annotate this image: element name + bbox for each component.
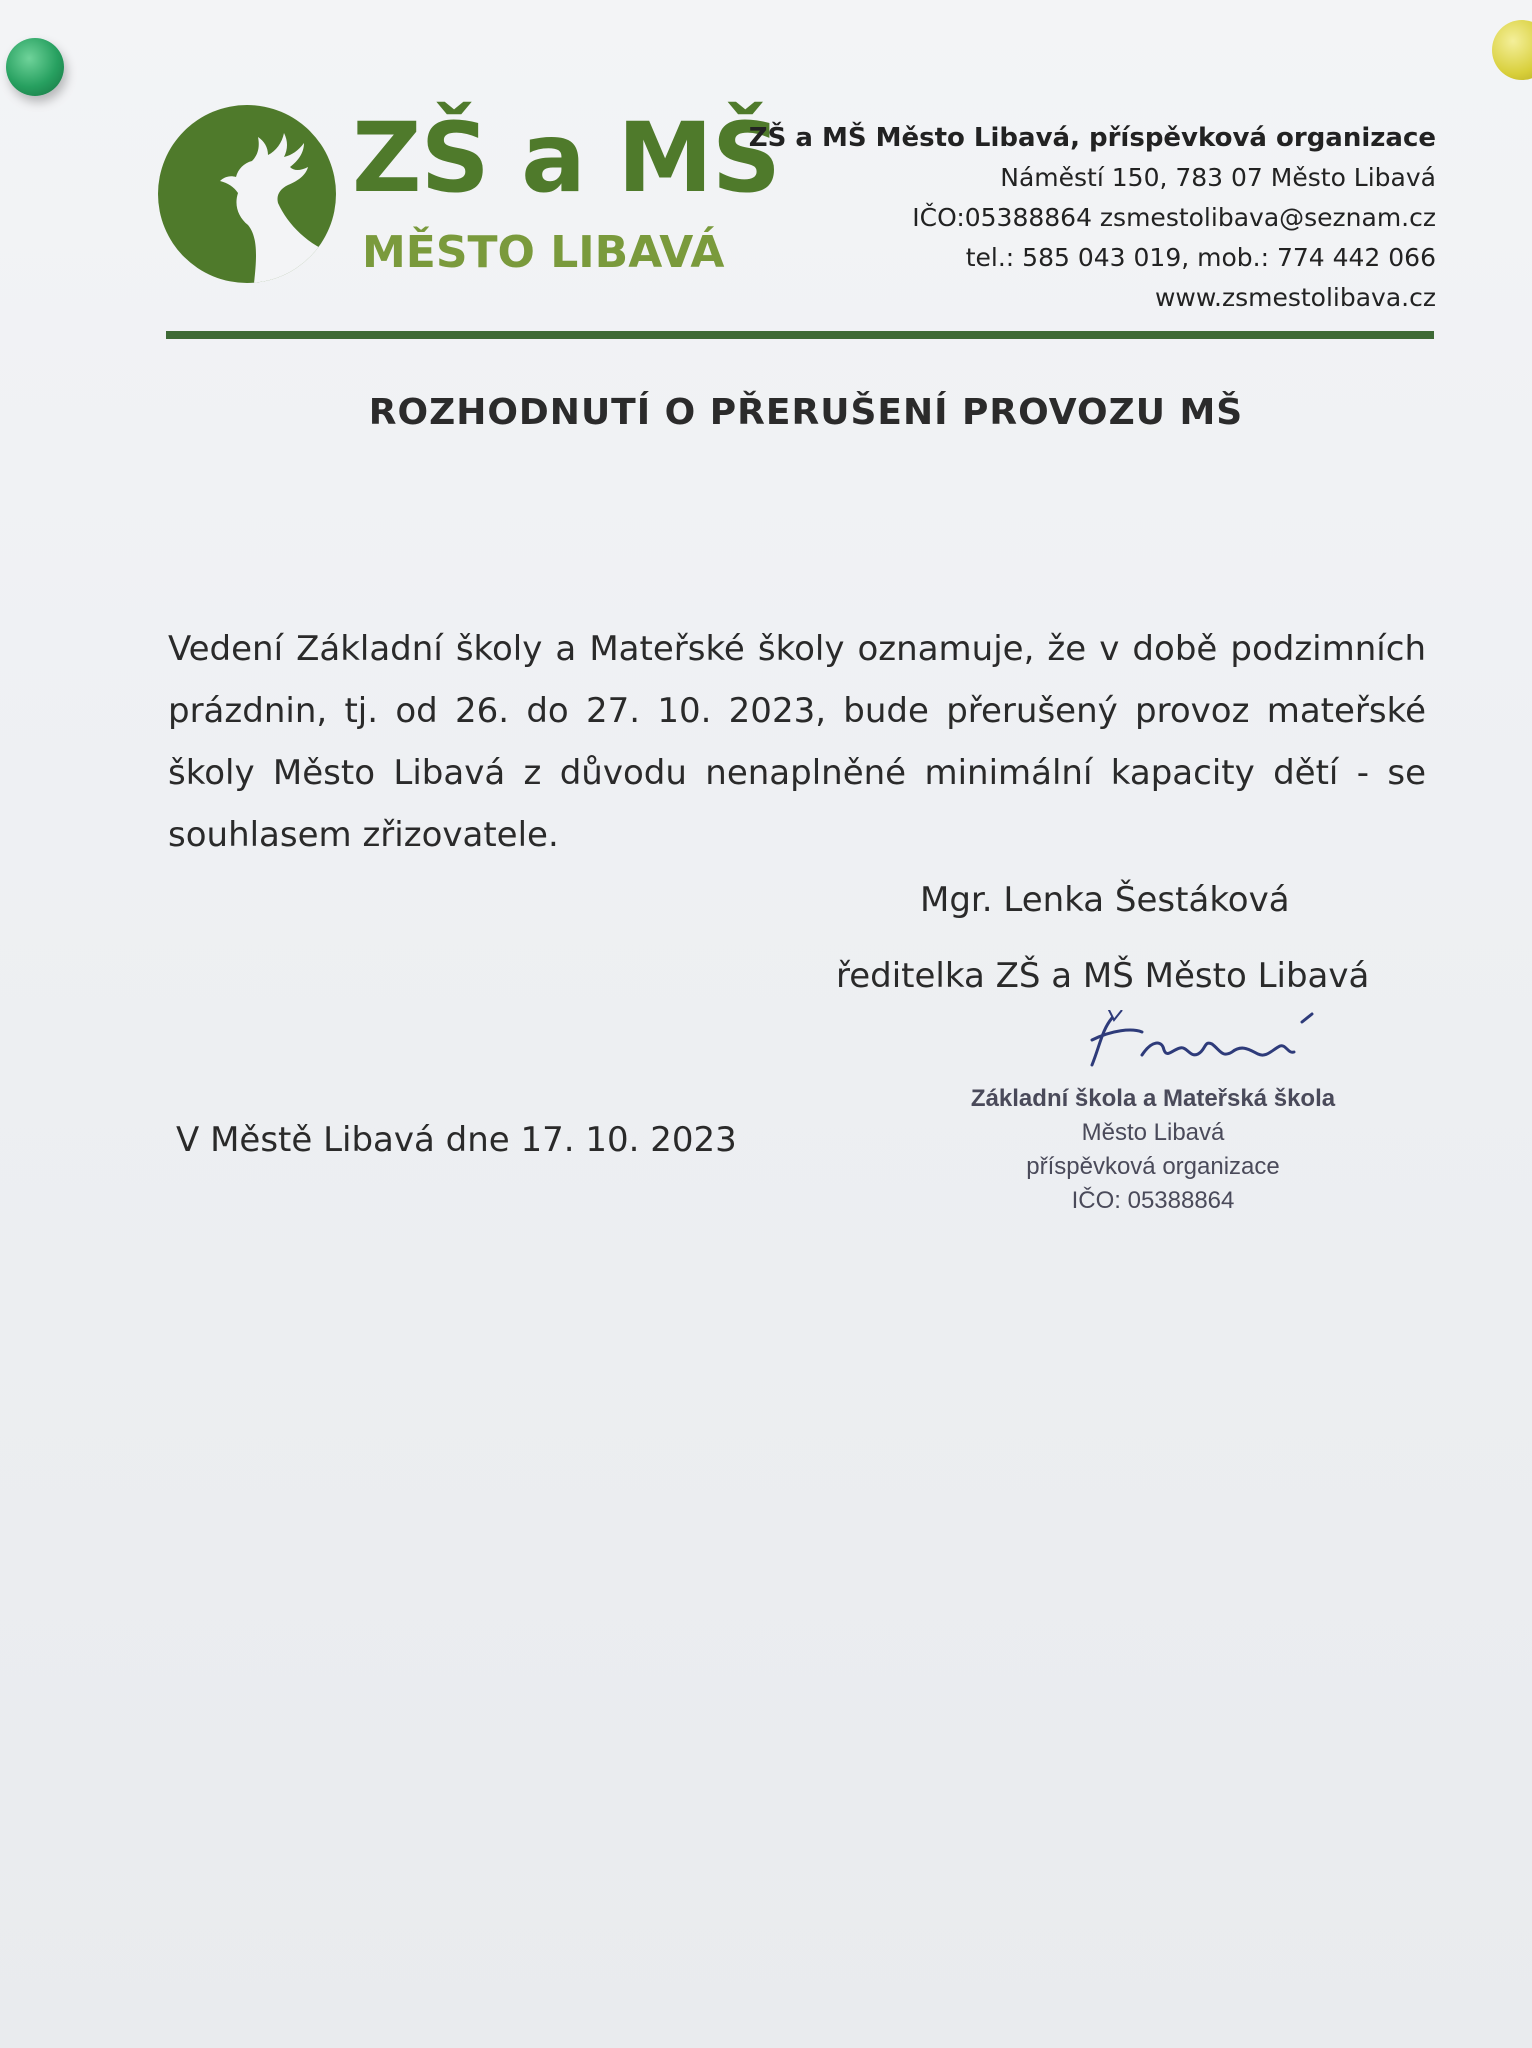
organization-id-email: IČO:05388864 zsmestolibava@seznam.cz (912, 203, 1436, 232)
logo-subtitle: MĚSTO LIBAVÁ (362, 227, 725, 278)
organization-address: Náměstí 150, 783 07 Město Libavá (1000, 163, 1436, 192)
organization-name: ZŠ a MŠ Město Libavá, příspěvková organizace (748, 123, 1436, 153)
document-body: Vedení Základní školy a Mateřské školy oznamuje, že v době podzimních prázdnin, tj. od 26. do 27. 10. 2023, bude přerušený provoz mateřské školy Město Libavá z důvodu nenaplněné minimální kapacity dětí - se souhlasem zřizovatele. (168, 629, 1426, 855)
logo-title: ZŠ a MŠ (352, 102, 781, 214)
document-title: ROZHODNUTÍ O PŘERUŠENÍ PROVOZU MŠ (368, 392, 1244, 433)
organization-phone: tel.: 585 043 019, mob.: 774 442 066 (965, 243, 1436, 272)
deer-head-icon (158, 105, 336, 283)
organization-web: www.zsmestolibava.cz (1154, 283, 1436, 312)
official-stamp (958, 1082, 1348, 1218)
green-pushpin (6, 38, 64, 96)
stamp-line-1: Základní škola a Mateřská škola (970, 1085, 1336, 1112)
signer-position: ředitelka ZŠ a MŠ Město Libavá (836, 956, 1370, 996)
signer-name: Mgr. Lenka Šestáková (920, 880, 1290, 920)
organization-info (716, 118, 1436, 318)
handwritten-signature (1072, 1010, 1372, 1084)
place-and-date: V Městě Libavá dne 17. 10. 2023 (176, 1120, 737, 1160)
stamp-line-2: Město Libavá (1081, 1119, 1225, 1146)
stamp-line-4: IČO: 05388864 (1071, 1187, 1235, 1214)
stamp-line-3: příspěvková organizace (1026, 1153, 1280, 1180)
header-divider (166, 331, 1434, 339)
